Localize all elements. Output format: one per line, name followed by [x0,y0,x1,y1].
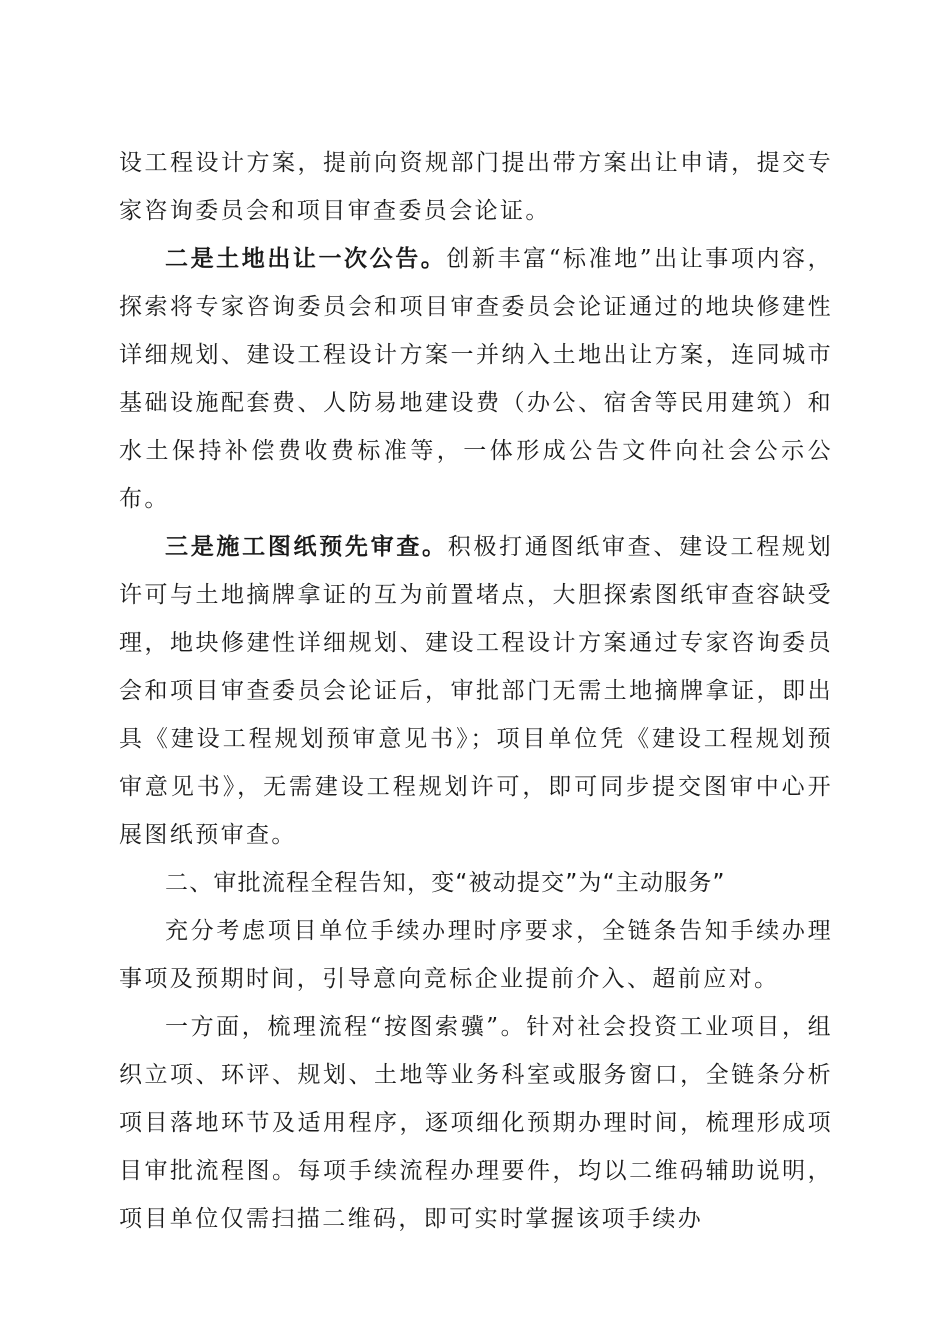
paragraph-lead: 三是施工图纸预先审查。 [165,533,448,560]
paragraph-drawing-pre-review [119,523,833,859]
section-heading: 二、审批流程全程告知，变“被动提交”为“主动服务” [165,870,726,896]
paragraph-lead: 二是土地出让一次公告。 [165,245,447,272]
paragraph-section-intro: 充分考虑项目单位手续办理时序要求，全链条告知手续办理事项及预期时间，引导意向竞标企业提前介入、超前应对。 [119,918,833,992]
paragraph-body: 创新丰富“标准地”出让事项内容，探索将专家咨询委员会和项目审查委员会论证通过的地块修建性详细规划、建设工程设计方案一并纳入土地出让方案，连同城市基础设施配套费、人防易地建设费（办公、宿舍等民用建筑）和水土保持补偿费收费标准等，一体形成公告文件向社会公示公布。 [119,246,834,512]
paragraph-continuation: 设工程设计方案，提前向资规部门提出带方案出让申请，提交专家咨询委员会和项目审查委员会论证。 [119,150,833,224]
document-page [119,139,833,1243]
paragraph-lead: 一方面，梳理流程“按图索骥”。 [165,1014,527,1040]
paragraph-body: 针对社会投资工业项目，组织立项、环评、规划、土地等业务科室或服务窗口，全链条分析项目落地环节及适用程序，逐项细化预期办理时间，梳理形成项目审批流程图。每项手续流程办理要件，均以二维码辅助说明，项目单位仅需扫描二维码，即可实时掌握该项手续办 [119,1014,833,1232]
paragraph-body: 积极打通图纸审查、建设工程规划许可与土地摘牌拿证的互为前置堵点，大胆探索图纸审查容缺受理，地块修建性详细规划、建设工程设计方案通过专家咨询委员会和项目审查委员会论证后，审批部门无需土地摘牌拿证，即出具《建设工程规划预审意见书》；项目单位凭《建设工程规划预审意见书》，无需建设工程规划许可，即可同步提交图审中心开展图纸预审查。 [119,534,834,848]
paragraph-land-transfer-announcement [119,235,833,523]
paragraph-process-flow [119,1003,833,1243]
